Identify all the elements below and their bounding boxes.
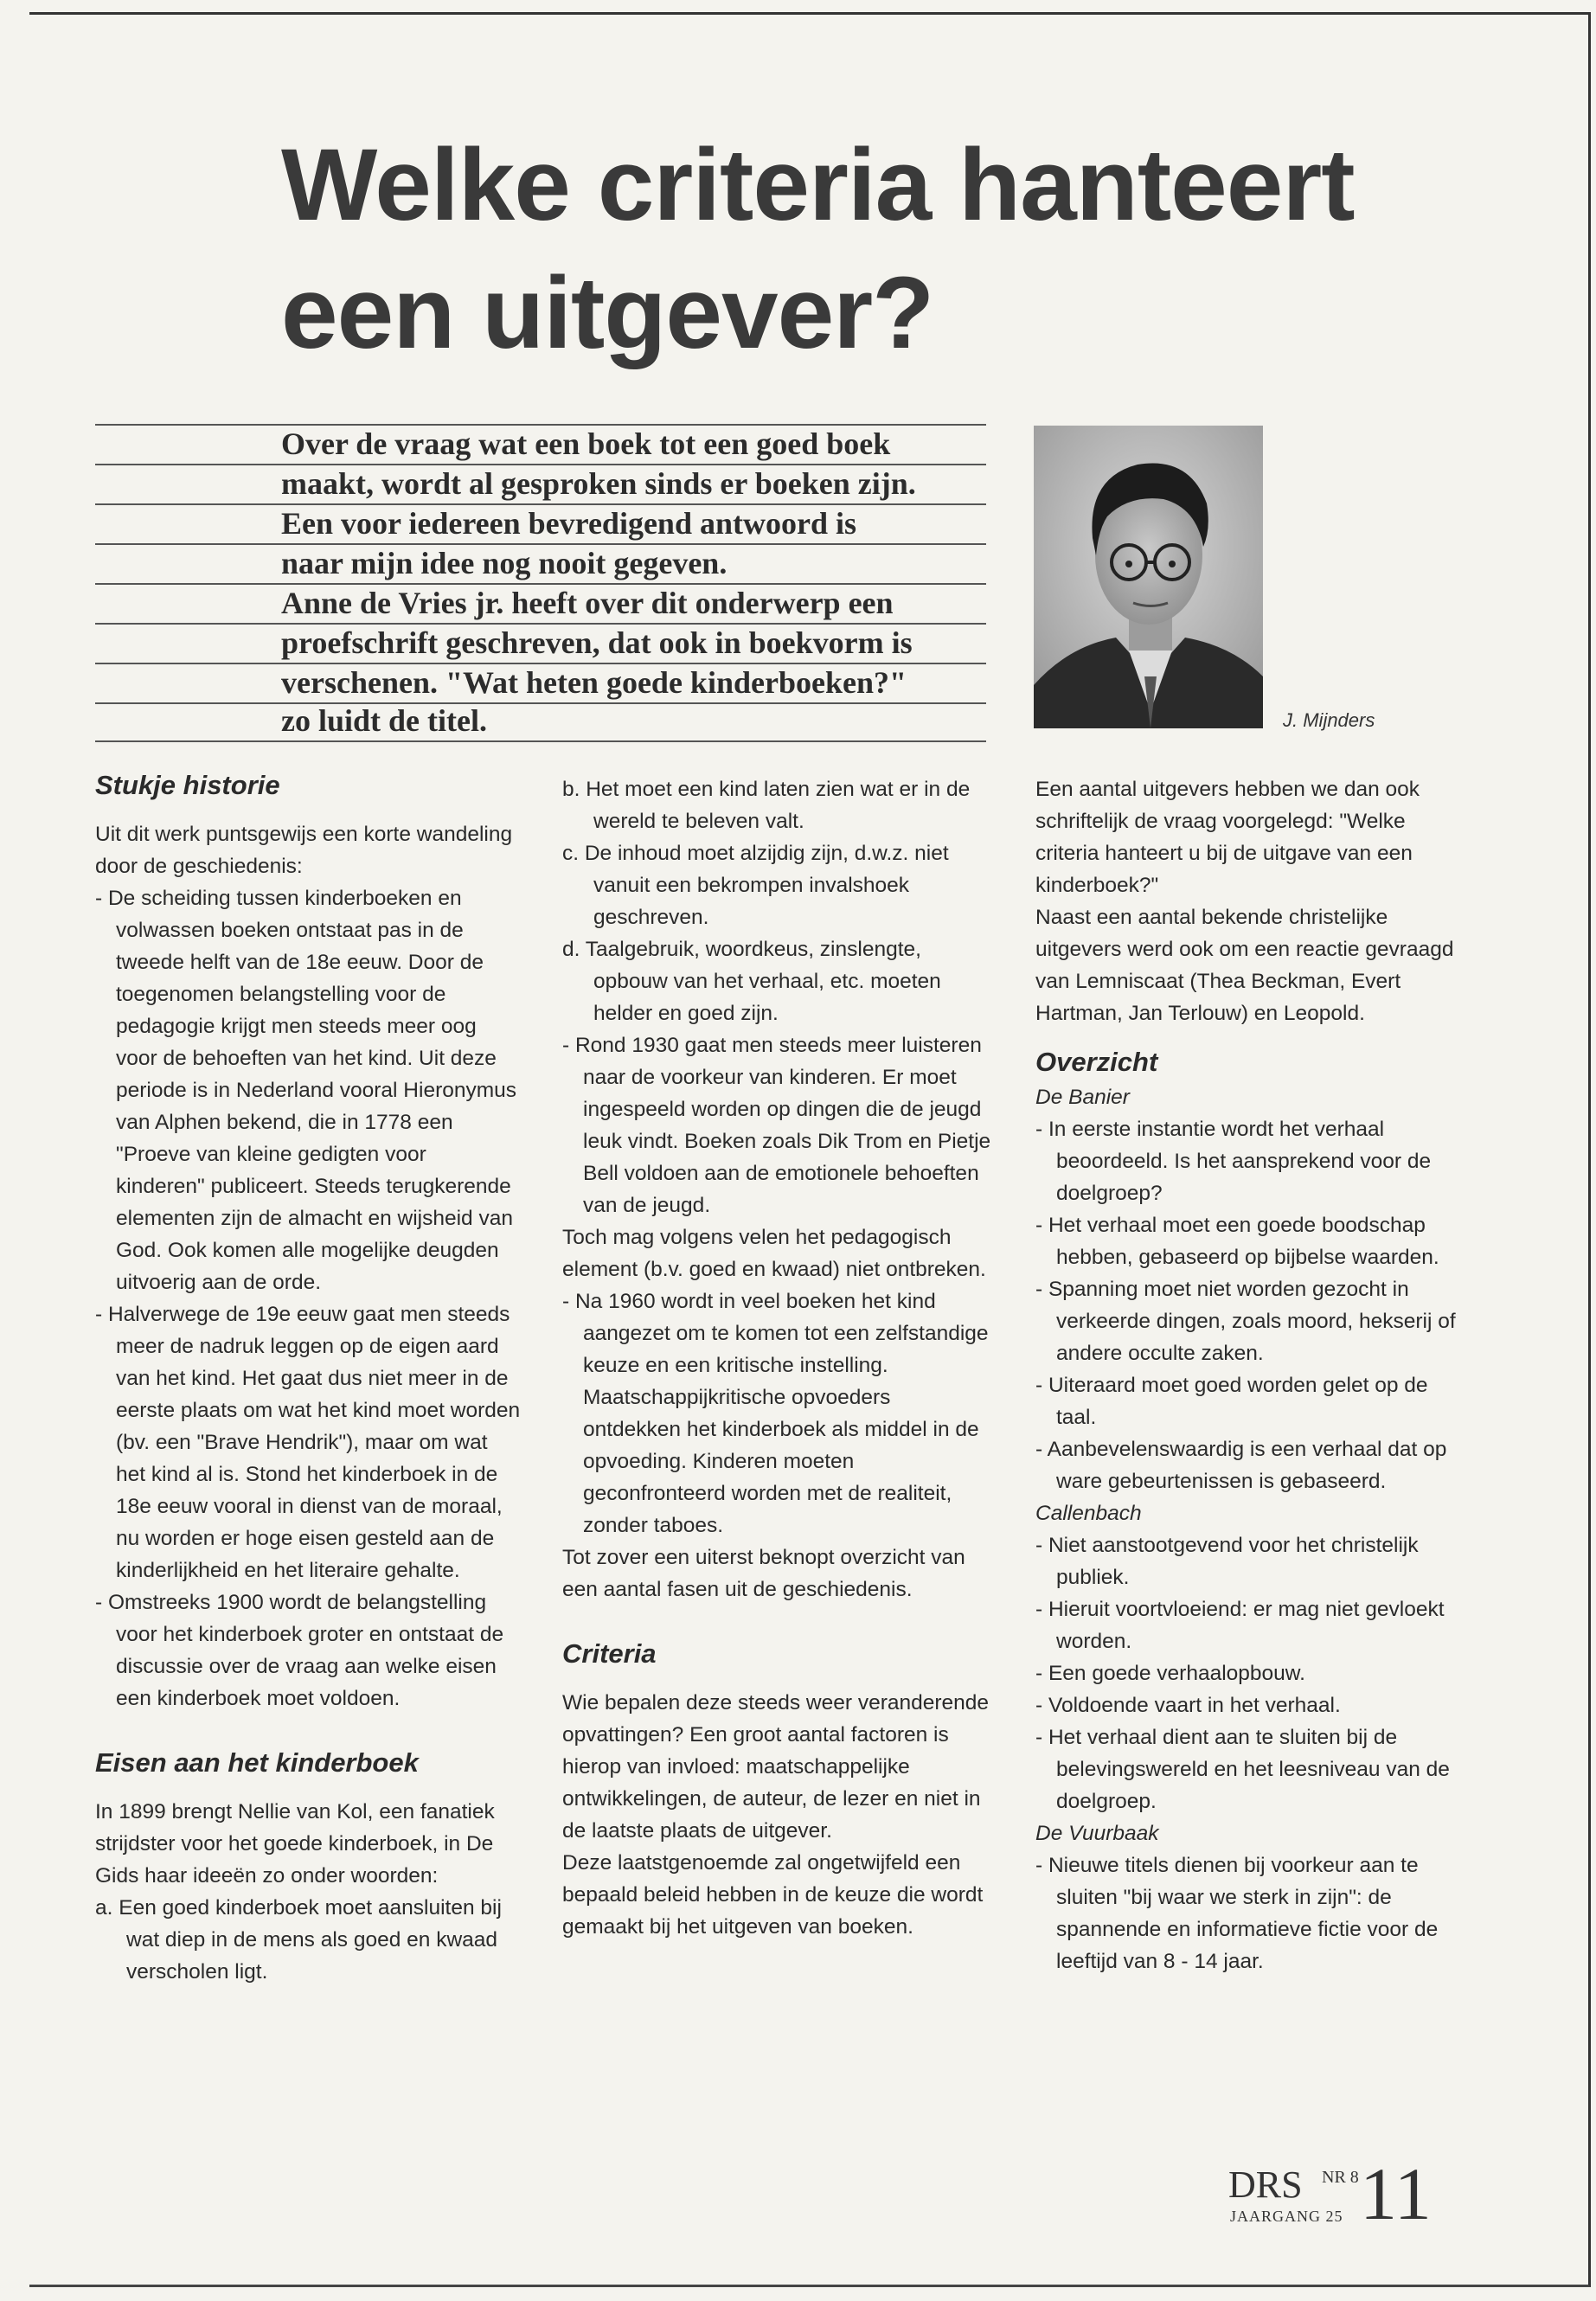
heading-eisen-aan-het-kinderboek: Eisen aan het kinderboek <box>95 1747 419 1778</box>
list-item: - In eerste instantie wordt het verhaal beoordeeld. Is het aansprekend voor de doelgroep? <box>1035 1118 1432 1205</box>
page-number: 11 <box>1360 2152 1432 2235</box>
heading-criteria: Criteria <box>562 1638 657 1669</box>
list-item: - Uiteraard moet goed worden gelet op de taal. <box>1035 1374 1428 1429</box>
heading-stukje-historie: Stukje historie <box>95 770 280 800</box>
title-line-2: een uitgever? <box>281 256 934 370</box>
volume-number: JAARGANG 25 <box>1230 2208 1343 2225</box>
list-item: - Nieuwe titels dienen bij voorkeur aan te sluiten "bij waar we sterk in zijn": de spannende en informatieve fictie voor de leeftijd van 8 - 14 jaar. <box>1035 1854 1439 1973</box>
heading-overzicht: Overzicht <box>1035 1047 1158 1077</box>
lead-line: Een voor iedereen bevredigend antwoord is <box>95 503 986 543</box>
magazine-name: DRS <box>1228 2163 1303 2206</box>
lead-line: proefschrift geschreven, dat ook in boekvorm is <box>95 623 986 663</box>
photo-caption: J. Mijnders <box>1283 709 1375 731</box>
publisher-name: Callenbach <box>1035 1502 1142 1525</box>
lead-line: zo luidt de titel. <box>95 702 986 742</box>
list-item: - Omstreeks 1900 wordt de belangstelling voor het kinderboek groter en ontstaat de discussie over de vraag aan welke eisen een kinderboek moet voldoen. <box>95 1591 504 1710</box>
paragraph: Uit dit werk puntsgewijs een korte wandeling door de geschiedenis: <box>95 823 513 878</box>
list-item: d. Taalgebruik, woordkeus, zinslengte, opbouw van het verhaal, etc. moeten helder en goed zijn. <box>562 938 941 1025</box>
author-photo <box>1034 426 1263 728</box>
list-item: - Niet aanstootgevend voor het christelijk publiek. <box>1035 1534 1419 1589</box>
article-title <box>281 121 1509 377</box>
lead-line: Anne de Vries jr. heeft over dit onderwerp een <box>95 583 986 623</box>
issue-number: NR 8 <box>1322 2168 1359 2187</box>
paragraph: Naast een aantal bekende christelijke uitgevers werd ook om een reactie gevraagd van Lemniscaat (Thea Beckman, Evert Hartman, Jan Terlouw) en Leopold. <box>1035 906 1454 1025</box>
list-item: - Spanning moet niet worden gezocht in verkeerde dingen, zoals moord, hekserij of andere occulte zaken. <box>1035 1278 1456 1365</box>
column-2 <box>562 773 993 1943</box>
page-footer <box>1228 2152 1453 2251</box>
publisher-name: De Banier <box>1035 1086 1130 1109</box>
lead-line: Over de vraag wat een boek tot een goed boek <box>95 424 986 464</box>
list-item: a. Een goed kinderboek moet aansluiten bij wat diep in de mens als goed en kwaad verscholen ligt. <box>95 1896 502 1984</box>
portrait-illustration <box>1034 426 1263 728</box>
list-item: b. Het moet een kind laten zien wat er in de wereld te beleven valt. <box>562 778 971 833</box>
paragraph: Toch mag volgens velen het pedagogisch element (b.v. goed en kwaad) niet ontbreken. <box>562 1226 986 1281</box>
paragraph: Deze laatstgenoemde zal ongetwijfeld een bepaald beleid hebben in de keuze die wordt gemaakt bij het uitgeven van boeken. <box>562 1851 984 1939</box>
column-3 <box>1035 773 1468 1977</box>
list-item: - Hieruit voortvloeiend: er mag niet gevloekt worden. <box>1035 1598 1445 1653</box>
list-item: c. De inhoud moet alzijdig zijn, d.w.z. niet vanuit een bekrompen invalshoek geschreven. <box>562 842 949 929</box>
list-item: - Een goede verhaalopbouw. <box>1035 1662 1305 1685</box>
list-item: - Het verhaal dient aan te sluiten bij de belevingswereld en het leesniveau van de doelgroep. <box>1035 1726 1450 1813</box>
lead-line: naar mijn idee nog nooit gegeven. <box>95 543 986 583</box>
paragraph: Een aantal uitgevers hebben we dan ook schriftelijk de vraag voorgelegd: "Welke criteria hanteert u bij de uitgave van een kinderboek?" <box>1035 778 1420 897</box>
list-item: - Voldoende vaart in het verhaal. <box>1035 1694 1341 1717</box>
paragraph: In 1899 brengt Nellie van Kol, een fanatiek strijdster voor het goede kinderboek, in De Gids haar ideeën zo onder woorden: <box>95 1800 495 1888</box>
list-item: - Halverwege de 19e eeuw gaat men steeds meer de nadruk leggen op de eigen aard van het kind. Het gaat dus niet meer in de eerste plaats om wat het kind moet worden (bv. een "Brave Hendrik"), maar om wat het kind al is. Stond het kinderboek in de 18e eeuw vooral in dienst van de moraal, nu worden er hoge eisen gesteld aan de kinderlijkheid en het literaire gehalte. <box>95 1303 521 1582</box>
publisher-name: De Vuurbaak <box>1035 1822 1159 1845</box>
list-item: - De scheiding tussen kinderboeken en volwassen boeken ontstaat pas in de tweede helft van de 18e eeuw. Door de toegenomen belangstelling voor de pedagogie krijgt men steeds meer oog voor de behoeften van het kind. Uit deze periode is in Nederland vooral Hieronymus van Alphen bekend, die in 1778 een "Proeve van kleine gedigten voor kinderen" publiceert. Steeds terugkerende elementen zijn de almacht en wijsheid van God. Ook komen alle mogelijke deugden uitvoerig aan de orde. <box>95 887 517 1294</box>
list-item: - Het verhaal moet een goede boodschap hebben, gebaseerd op bijbelse waarden. <box>1035 1214 1439 1269</box>
lead-line: maakt, wordt al gesproken sinds er boeken zijn. <box>95 464 986 503</box>
column-1 <box>95 766 521 1988</box>
list-item: - Rond 1930 gaat men steeds meer luisteren naar de voorkeur van kinderen. Er moet ingespeeld worden op dingen die de jeugd leuk vindt. Boeken zoals Dik Trom en Pietje Bell voldoen aan de emotionele behoeften van de jeugd. <box>562 1034 991 1217</box>
lead-paragraph <box>95 424 986 742</box>
list-item: - Aanbevelenswaardig is een verhaal dat op ware gebeurtenissen is gebaseerd. <box>1035 1438 1447 1493</box>
paragraph: Tot zover een uiterst beknopt overzicht van een aantal fasen uit de geschiedenis. <box>562 1546 965 1601</box>
paragraph: Wie bepalen deze steeds weer veranderende opvattingen? Een groot aantal factoren is hierop van invloed: maatschappelijke ontwikkelingen, de auteur, de lezer en niet in de laatste plaats de uitgever. <box>562 1691 990 1843</box>
lead-line: verschenen. "Wat heten goede kinderboeken?" <box>95 663 986 702</box>
list-item: - Na 1960 wordt in veel boeken het kind aangezet om te komen tot een zelfstandige keuze en een kritische instelling. Maatschappijkritische opvoeders ontdekken het kinderboek als middel in de opvoeding. Kinderen moeten geconfronteerd worden met de realiteit, zonder taboes. <box>562 1290 989 1537</box>
title-line-1: Welke criteria hanteert <box>281 128 1355 242</box>
